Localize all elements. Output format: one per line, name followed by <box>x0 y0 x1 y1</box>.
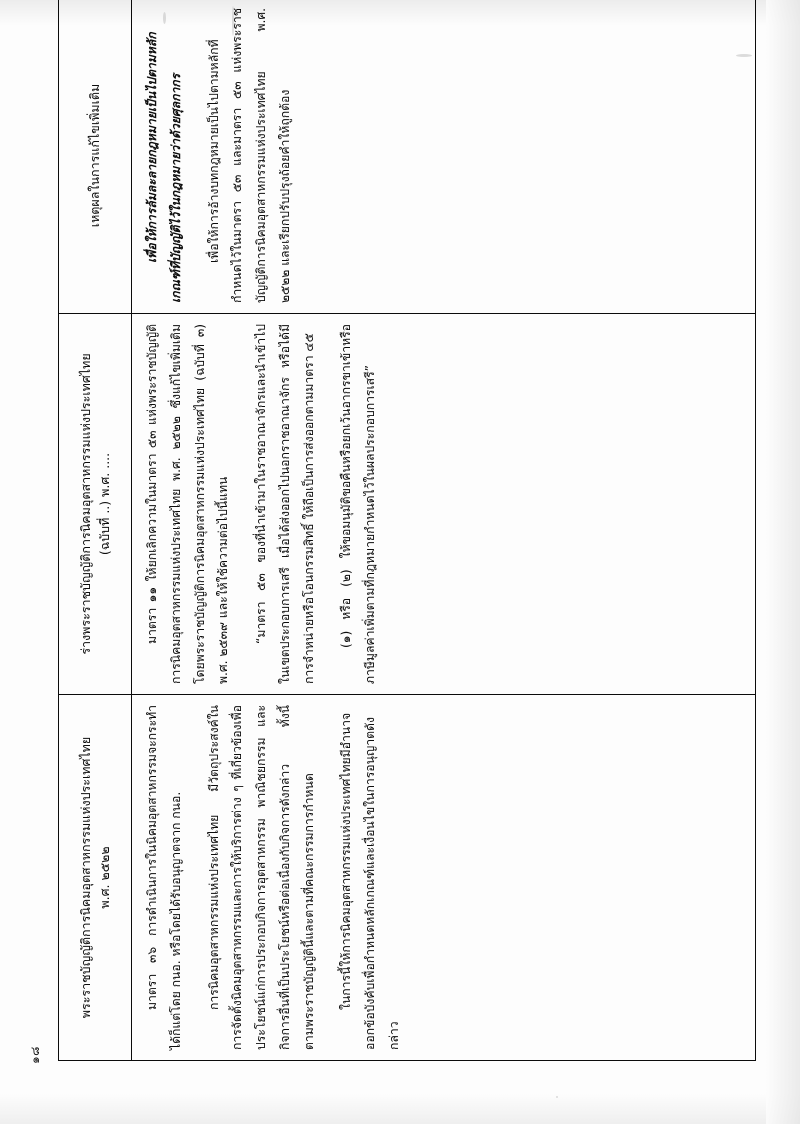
cell-rationale <box>132 0 756 314</box>
page-number: ๑๘ <box>28 1046 42 1064</box>
column-header-draft-act <box>59 314 132 695</box>
cell-current-act <box>132 695 756 1061</box>
paragraph: “มาตรา ๕๓ ของที่นำเข้ามาในราชอาณาจักรและนำเข้าไปในเขตประกอบการเสรี เมื่อได้ส่งออกไปนอกราชอาณาจักร หรือได้มีการจำหน่ายหรือโอนกรรมสิทธิ์ ให้ถือเป็นการส่งออกตามมาตรา ๔๕ <box>254 324 316 684</box>
column-header-rationale <box>59 0 132 314</box>
paragraph: (๑) หรือ (๒) ให้ขอมนุมัติขอคืนหรือยกเว้นอากรขาเข้าหรือภาษีมูลค่าเพิ่มตามที่กฎหมายกำหนดไว้ในผลประกอบการเสรี” <box>339 324 378 684</box>
column-header-draft-act-line-2: (ฉบับที่ ..) พ.ศ. .... <box>97 452 112 556</box>
paragraph: เพื่อให้การอ้างบทกฎหมายเป็นไปตามหลักที่กำหนดไว้ในมาตรา ๕๓ และมาตรา ๕๓ แห่งพระราชบัญญัติการนิคมอุตสาหกรรมแห่งประเทศไทย พ.ศ. ๒๕๒๒ และเรียกปรับปรุงถ้อยคำให้ถูกต้อง <box>206 8 292 303</box>
paragraph: ในการนี้ให้การนิคมอุตสาหกรรมแห่งประเทศไทยมีอำนาจออกข้อบังคับเพื่อกำหนดหลักเกณฑ์และเงื่อนไขในการอนุญาตดังกล่าว <box>339 712 402 1050</box>
column-header-draft-act-line-1: ร่างพระราชบัญญัติการนิคมอุตสาหกรรมแห่งประเทศไทย <box>77 353 93 655</box>
column-header-current-act <box>59 695 132 1061</box>
paragraph: การนิคมอุตสาหกรรมแห่งประเทศไทย มีวัตถุประสงค์ในการจัดตั้งนิคมอุตสาหกรรมและการให้บริการต่าง ๆ ที่เกี่ยวข้องเพื่อประโยชน์แก่การประกอบกิจการอุตสาหกรรม พาณิชยกรรม และกิจการอื่นที่เป็นประโยชน์หรือต่อเนื่องกับกิจการดังกล่าว ทั้งนี้ ตามพระราชบัญญัตินี้และตามที่คณะกรรมการกำหนด <box>206 705 316 1050</box>
table-row <box>132 0 756 1061</box>
paragraph: เพื่อให้การล้มละลายกฎหมายเป็นไปตามหลักเกณฑ์ที่บัญญัติไว้ในกฎหมายว่าด้วยศุลกากร <box>145 32 183 303</box>
table-header-row <box>59 0 132 1061</box>
column-header-rationale-line-1: เหตุผลในการแก้ไขเพิ่มเติม <box>87 83 103 228</box>
paragraph: มาตรา ๑๑ ให้ยกเลิกความในมาตรา ๕๓ แห่งพระราชบัญญัติการนิคมอุตสาหกรรมแห่งประเทศไทย พ.ศ. ๒๕๒๒ ซึ่งแก้ไขเพิ่มเติมโดยพระราชบัญญัติการนิคมอุตสาหกรรมแห่งประเทศไทย (ฉบับที่ ๓) พ.ศ. ๒๕๓๙ และให้ใช้ความต่อไปนี้แทน <box>145 324 231 684</box>
column-header-current-act-line-2: พ.ศ. ๒๕๒๒ <box>97 846 112 909</box>
column-header-current-act-line-1: พระราชบัญญัติการนิคมอุตสาหกรรมแห่งประเทศไทย <box>77 736 93 1019</box>
comparison-table <box>58 0 756 1061</box>
cell-draft-act <box>132 314 756 695</box>
paragraph: มาตรา ๓๖ การดำเนินการในนิคมอุตสาหกรรมจะกระทำได้ก็แต่โดย กนอ. หรือโดยได้รับอนุญาตจาก กนอ. <box>145 705 183 1050</box>
